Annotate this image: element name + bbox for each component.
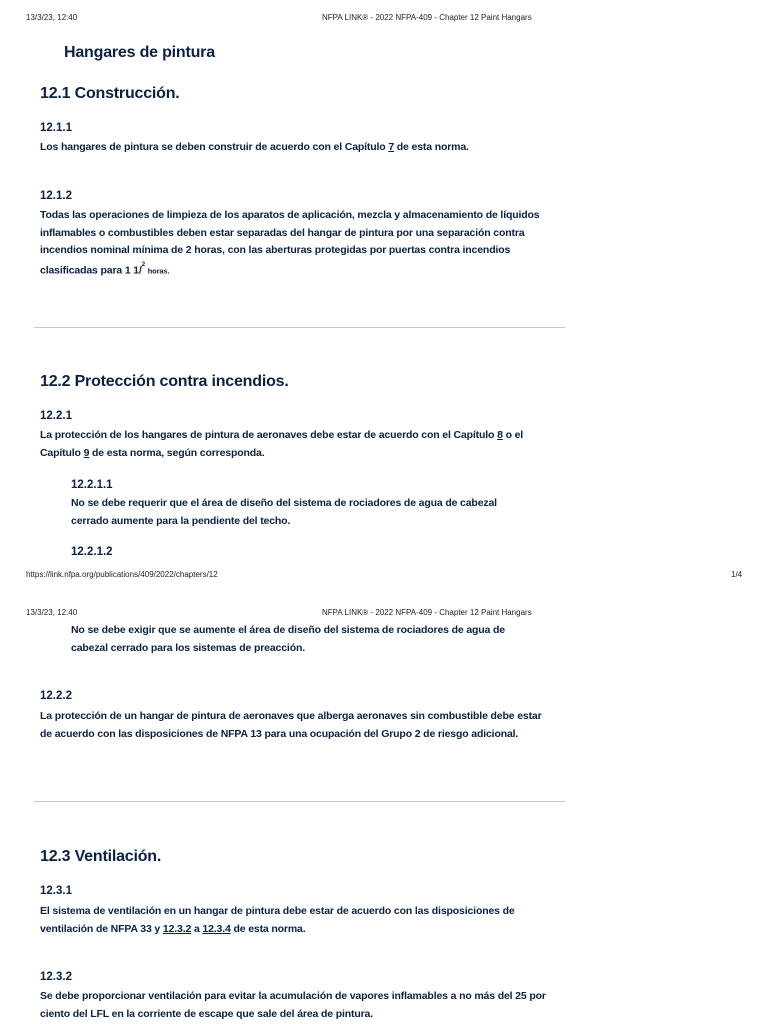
paragraph-number-12-2-1: 12.2.1	[40, 410, 72, 422]
paragraph-12-2-1-2: No se debe exigir que se aumente el área de diseño del sistema de rociadores de agua de cabezal cerrado para los sistemas de preacción.	[71, 624, 505, 654]
chapter-7-link[interactable]: 7	[388, 141, 395, 153]
paragraph-12-2-1	[40, 427, 565, 462]
header-date: 13/3/23, 12:40	[26, 608, 78, 617]
paragraph-12-1-1	[40, 139, 560, 157]
paragraph-text: de esta norma.	[230, 922, 306, 935]
paragraph-text: o el Capítulo	[40, 429, 524, 459]
paragraph-text: El sistema de ventilación en un hangar de pintura debe estar de acuerdo con las disposiciones de ventilación de NFPA 33 y	[40, 905, 515, 935]
paragraph-number-12-2-1-2: 12.2.1.2	[71, 546, 113, 558]
footer-page-number: 1/4	[731, 570, 743, 579]
paragraph-number-12-1-2: 12.1.2	[40, 190, 72, 202]
header-title: NFPA LINK® - 2022 NFPA-409 - Chapter 12 Paint Hangars	[322, 608, 532, 617]
unit-hours: horas	[147, 266, 168, 275]
paragraph-end: .	[167, 266, 170, 275]
paragraph-number-12-3-2: 12.3.2	[40, 971, 72, 983]
section-12-3-4-link[interactable]: 12.3.4	[202, 922, 231, 935]
chapter-9-link[interactable]: 9	[83, 446, 90, 459]
section-heading-12-2: 12.2 Protección contra incendios.	[40, 373, 289, 390]
paragraph-number-12-3-1: 12.3.1	[40, 885, 72, 897]
paragraph-number-12-1-1: 12.1.1	[40, 122, 72, 134]
section-heading-12-1: 12.1 Construcción.	[40, 85, 180, 102]
section-divider	[34, 801, 565, 802]
paragraph-text: La protección de los hangares de pintura de aeronaves debe estar de acuerdo con el Capítulo	[40, 429, 498, 441]
paragraph-12-3-1	[40, 903, 540, 938]
section-heading-12-3: 12.3 Ventilación.	[40, 848, 162, 865]
fraction-denominator: 2	[141, 261, 145, 268]
footer-url: https://link.nfpa.org/publications/409/2022/chapters/12	[26, 570, 218, 579]
paragraph-text: de esta norma.	[394, 141, 469, 153]
chapter-8-link[interactable]: 8	[497, 429, 503, 441]
paragraph-text: a	[191, 922, 203, 935]
paragraph-12-1-2	[40, 207, 560, 280]
paragraph-12-2-2: La protección de un hangar de pintura de aeronaves que alberga aeronaves sin combustible debe estar de acuerdo con las disposiciones de NFPA 13 para una ocupación del Grupo 2 de riesgo adicional.	[40, 710, 542, 740]
paragraph-12-3-2: Se debe proporcionar ventilación para evitar la acumulación de vapores inflamables a no más del 25 por ciento del LFL en la corriente de escape que sale del área de pintura.	[40, 990, 546, 1020]
paragraph-text: Todas las operaciones de limpieza de los aparatos de aplicación, mezcla y almacenamiento de líquidos inflamables o combustibles deben estar separadas del hangar de pintura por una separación contra incendios nominal mínima de 2 horas, con las aberturas protegidas por puertas contra incendios clasificadas para 1 1/	[40, 209, 540, 276]
header-title: NFPA LINK® - 2022 NFPA-409 - Chapter 12 Paint Hangars	[322, 13, 532, 22]
chapter-title: Hangares de pintura	[64, 44, 215, 61]
section-12-3-2-link[interactable]: 12.3.2	[162, 922, 192, 935]
paragraph-number-12-2-1-1: 12.2.1.1	[71, 479, 113, 491]
paragraph-text: Los hangares de pintura se deben construir de acuerdo con el Capítulo	[40, 141, 389, 153]
paragraph-12-2-1-1: No se debe requerir que el área de diseño del sistema de rociadores de agua de cabezal cerrado aumente para la pendiente del techo.	[71, 497, 497, 527]
header-date: 13/3/23, 12:40	[26, 13, 78, 22]
paragraph-text: de esta norma, según corresponda.	[89, 446, 265, 459]
paragraph-number-12-2-2: 12.2.2	[40, 690, 72, 702]
section-divider	[34, 327, 565, 328]
